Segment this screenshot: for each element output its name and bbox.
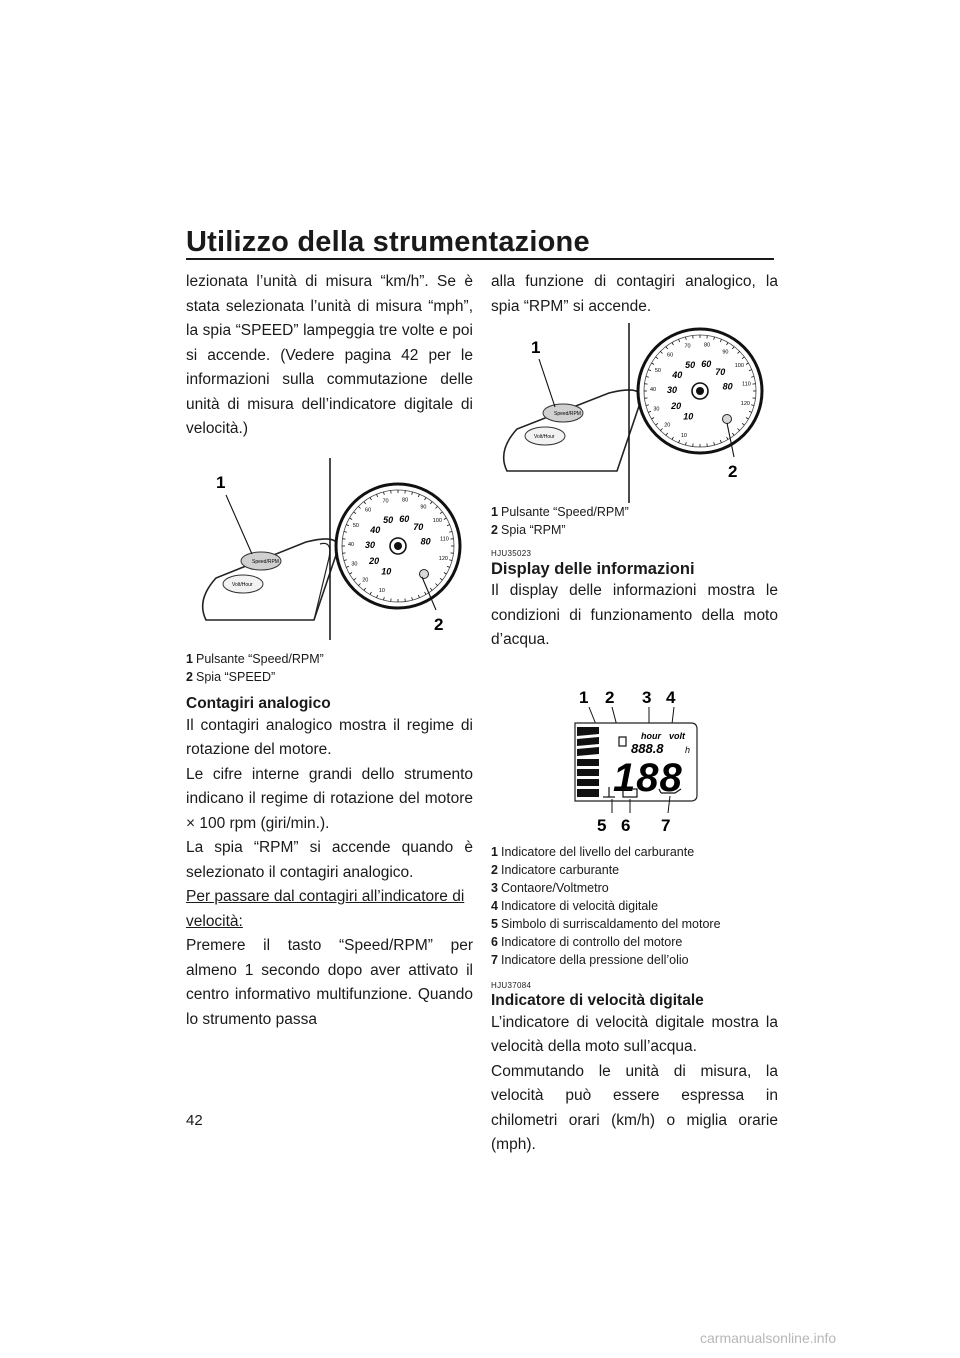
section-heading-digital-speed: Indicatore di velocità digitale xyxy=(491,991,704,1009)
gauge-number: 30 xyxy=(666,385,678,396)
callout-2: 2 xyxy=(434,614,444,634)
caption-item: 4 Indicatore di velocità digitale xyxy=(491,898,659,913)
caption-item: 6 Indicatore di controllo del motore xyxy=(491,934,683,949)
rpm-indicator-light xyxy=(723,415,732,424)
gauge-number: 70 xyxy=(684,343,691,350)
svg-text:Speed/RPM: Speed/RPM xyxy=(554,411,581,417)
right-column xyxy=(491,270,778,1158)
speed-paragraph-1: L’indicatore di velocità digitale mostra la velocità della moto sull’acqua. xyxy=(491,1013,778,1055)
figure-lcd xyxy=(491,663,778,843)
gauge-number: 80 xyxy=(420,535,431,546)
caption-item: 2 Spia “SPEED” xyxy=(186,669,276,684)
section-code: HJU37084 xyxy=(491,980,532,990)
page-title: Utilizzo della strumentazione xyxy=(186,226,590,258)
svg-text:4: 4 xyxy=(666,687,676,707)
gauge-number: 70 xyxy=(382,498,389,505)
section-heading-display: Display delle informazioni xyxy=(491,560,695,578)
gauge-number: 70 xyxy=(715,366,726,377)
gauge-number: 90 xyxy=(420,503,427,510)
figure-1-caption xyxy=(186,650,473,686)
gauge-number: 20 xyxy=(671,400,682,411)
caption-item: 3 Contaore/Voltmetro xyxy=(491,880,609,895)
caption-item: 2 Spia “RPM” xyxy=(491,523,566,537)
gauge-number: 110 xyxy=(440,536,449,542)
gauge-number: 20 xyxy=(369,555,380,566)
svg-text:Volt/Hour: Volt/Hour xyxy=(232,581,253,588)
speedometer-gauge xyxy=(336,484,460,608)
gauge-number: 80 xyxy=(402,497,409,503)
figure-1-illustration xyxy=(186,450,473,648)
gauge-number: 50 xyxy=(654,368,661,375)
gauge-number: 90 xyxy=(722,349,729,356)
gauge-number: 110 xyxy=(742,381,751,388)
figure-2-illustration xyxy=(491,323,778,503)
gauge-number: 30 xyxy=(351,560,358,567)
gauge-number: 30 xyxy=(364,539,376,550)
callout-1: 1 xyxy=(216,472,226,492)
gauge-number: 50 xyxy=(685,360,696,370)
gauge-number: 10 xyxy=(680,433,687,440)
gauge-number: 60 xyxy=(399,513,410,524)
caption-item: 7 Indicatore della pressione dell’olio xyxy=(491,952,689,967)
gauge-number: 80 xyxy=(722,381,733,392)
lcd-hour-unit: h xyxy=(685,744,691,755)
display-paragraph: Il display delle informazioni mostra le condizioni di funzionamento della moto d’acqua. xyxy=(491,582,778,648)
gauge-number: 70 xyxy=(413,521,424,532)
svg-text:3: 3 xyxy=(642,687,652,707)
gauge-number: 50 xyxy=(352,522,359,529)
lcd-speed-digits: 188 xyxy=(613,755,683,800)
caption-item: 1 Indicatore del livello del carburante xyxy=(491,844,695,859)
gauge-number: 40 xyxy=(370,524,381,535)
section-heading-tachometer: Contagiri analogico xyxy=(186,694,331,712)
title-rule xyxy=(186,258,774,260)
callout-2: 2 xyxy=(728,462,738,481)
gauge-number: 120 xyxy=(740,401,750,408)
intro-paragraph: lezionata l’unità di misura “km/h”. Se è stata selezionata l’unità di misura “mph”, la spia “SPEED” lampeggia tre volte e poi si accende. (Vedere pagina 42 per le informazioni sulla commutazione delle unità di misura dell’indicatore digitale di velocità.) xyxy=(186,273,473,437)
page-number: 42 xyxy=(186,1112,203,1129)
figure-3-caption xyxy=(491,843,778,969)
section-code: HJU35023 xyxy=(491,549,532,558)
svg-text:5: 5 xyxy=(597,815,607,835)
tach-paragraph-1: Il contagiri analogico mostra il regime di rotazione del motore. xyxy=(186,716,473,758)
figure-3-illustration xyxy=(491,663,778,843)
gauge-number: 50 xyxy=(383,514,394,525)
svg-text:2: 2 xyxy=(605,687,615,707)
caption-item: 1 Pulsante “Speed/RPM” xyxy=(186,651,324,666)
tach-switch-title: Per passare dal contagiri all’indicatore di velocità: xyxy=(186,888,465,930)
gauge-number: 60 xyxy=(667,352,674,359)
gauge-number: 60 xyxy=(365,507,372,514)
gauge-number: 100 xyxy=(734,363,744,370)
gauge-number: 20 xyxy=(664,422,671,429)
tachometer-gauge xyxy=(638,329,762,453)
gauge-number: 40 xyxy=(672,369,683,380)
speed-indicator-light xyxy=(420,569,429,578)
gauge-number: 10 xyxy=(381,566,392,576)
figure-rpm xyxy=(491,323,778,503)
left-column xyxy=(186,270,473,1032)
lcd-volt-label: volt xyxy=(669,730,686,741)
speed-paragraph-2: Commutando le unità di misura, la velocità può essere espressa in chilometri orari (km/h) o miglia orarie (mph). xyxy=(491,1062,778,1153)
lcd-hour-label: hour xyxy=(641,730,661,741)
svg-text:7: 7 xyxy=(661,815,671,835)
svg-text:6: 6 xyxy=(621,815,631,835)
gauge-number: 100 xyxy=(432,517,442,524)
gauge-number: 120 xyxy=(438,555,448,562)
lcd-hour-digits: 888.8 xyxy=(631,740,664,756)
gauge-number: 10 xyxy=(378,587,385,594)
callout-1: 1 xyxy=(531,338,541,357)
svg-text:Volt/Hour: Volt/Hour xyxy=(534,434,555,440)
watermark: carmanualsonline.info xyxy=(700,1330,837,1346)
figure-speed-rpm xyxy=(186,450,473,648)
gauge-number: 20 xyxy=(362,577,369,584)
svg-text:Speed/RPM: Speed/RPM xyxy=(252,558,279,565)
tach-paragraph-2: Le cifre interne grandi dello strumento indicano il regime di rotazione del motore × 100 rpm (giri/min.). xyxy=(186,765,473,832)
gauge-number: 30 xyxy=(653,406,660,413)
tach-paragraph-4: Premere il tasto “Speed/RPM” per almeno 1 secondo dopo aver attivato il centro informativo multifunzione. Quando lo strumento passa xyxy=(186,937,473,1028)
figure-2-caption xyxy=(491,503,778,539)
svg-text:1: 1 xyxy=(579,687,589,707)
caption-item: 5 Simbolo di surriscaldamento del motore xyxy=(491,916,721,931)
caption-item: 1 Pulsante “Speed/RPM” xyxy=(491,505,629,519)
gauge-number: 80 xyxy=(704,342,711,349)
gauge-number: 40 xyxy=(347,541,355,548)
caption-item: 2 Indicatore carburante xyxy=(491,862,620,877)
gauge-number: 10 xyxy=(683,411,694,422)
continued-paragraph: alla funzione di contagiri analogico, la spia “RPM” si accende. xyxy=(491,273,778,315)
gauge-number: 40 xyxy=(649,387,657,394)
gauge-number: 60 xyxy=(701,358,712,369)
tach-paragraph-3: La spia “RPM” si accende quando è selezionato il contagiri analogico. xyxy=(186,839,473,881)
